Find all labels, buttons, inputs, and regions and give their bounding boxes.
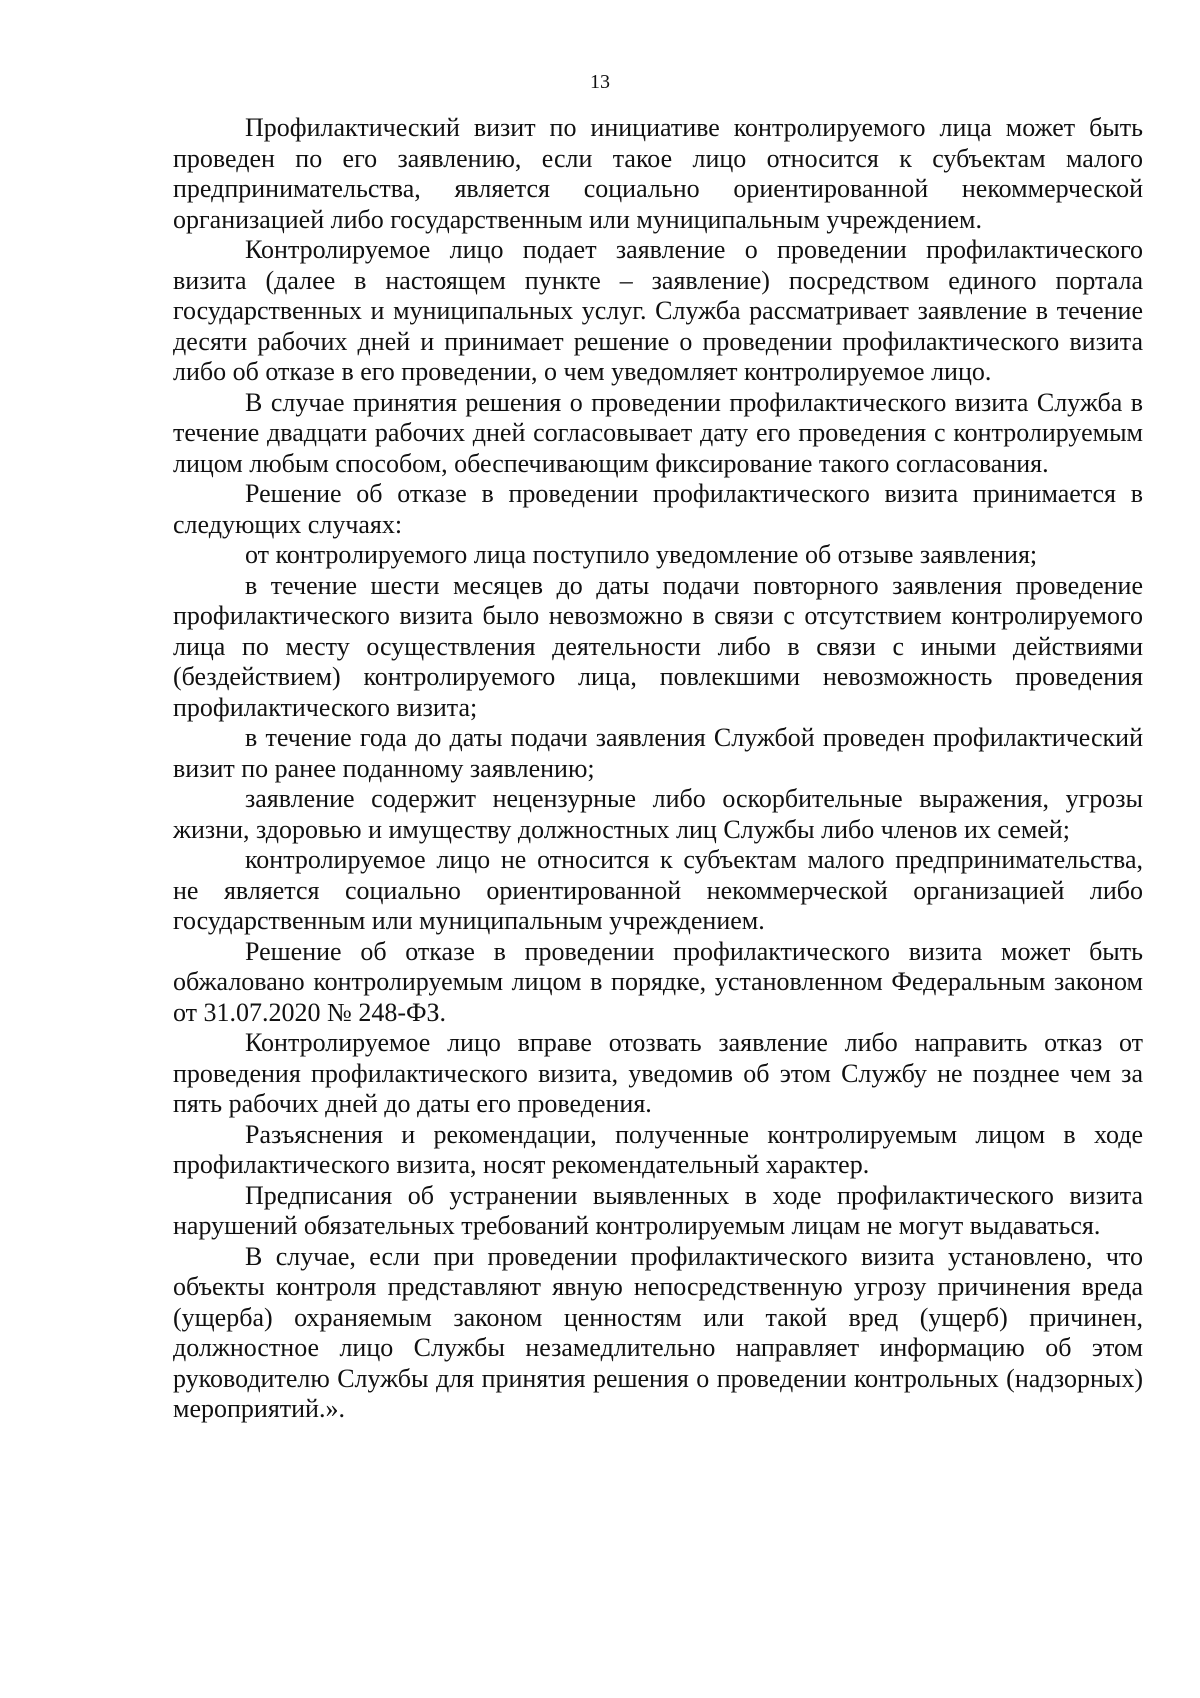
list-item: в течение года до даты подачи заявления Службой проведен профилактический визит по ранее поданному заявлению;: [173, 723, 1143, 783]
document-body: [173, 113, 1143, 1425]
paragraph: Предписания об устранении выявленных в ходе профилактического визита нарушений обязательных требований контролируемым лицам не могут выдаваться.: [173, 1180, 1143, 1240]
paragraph: В случае, если при проведении профилактического визита установлено, что объекты контроля представляют явную непосредственную угрозу причинения вреда (ущерба) охраняемым законом ценностям или такой вред (ущерб) причинен, должностное лицо Службы незамедлительно направляет информацию об этом руководителю Службы для принятия решения о проведении контрольных (надзорных) мероприятий.».: [173, 1241, 1143, 1423]
list-item: от контролируемого лица поступило уведомление об отзыве заявления;: [245, 540, 1038, 569]
paragraph: Контролируемое лицо вправе отозвать заявление либо направить отказ от проведения профилактического визита, уведомив об этом Службу не позднее чем за пять рабочих дней до даты его проведения.: [173, 1028, 1143, 1118]
paragraph: Решение об отказе в проведении профилактического визита может быть обжаловано контролируемым лицом в порядке, установленном Федеральным законом от 31.07.2020 № 248-ФЗ.: [173, 936, 1143, 1027]
page-number: 13: [590, 71, 610, 93]
list-item: в течение шести месяцев до даты подачи повторного заявления проведение профилактического визита было невозможно в связи с отсутствием контролируемого лица по месту осуществления деятельности либо в связи с иными действиями (бездействием) контролируемого лица, повлекшими невозможность проведения профилактического визита;: [173, 570, 1143, 722]
list-item: заявление содержит нецензурные либо оскорбительные выражения, угрозы жизни, здоровью и имуществу должностных лиц Службы либо членов их семей;: [173, 784, 1143, 844]
list-item: контролируемое лицо не относится к субъектам малого предпринимательства, не является социально ориентированной некоммерческой организацией либо государственным или муниципальным учреждением.: [173, 845, 1143, 935]
paragraph: В случае принятия решения о проведении профилактического визита Служба в течение двадцати рабочих дней согласовывает дату его проведения с контролируемым лицом любым способом, обеспечивающим фиксирование такого согласования.: [173, 387, 1143, 478]
paragraph: Контролируемое лицо подает заявление о проведении профилактического визита (далее в настоящем пункте – заявление) посредством единого портала государственных и муниципальных услуг. Служба рассматривает заявление в течение десяти рабочих дней и принимает решение о проведении профилактического визита либо об отказе в его проведении, о чем уведомляет контролируемое лицо.: [173, 235, 1143, 386]
paragraph: Решение об отказе в проведении профилактического визита принимается в следующих случаях:: [173, 479, 1143, 539]
paragraph: Профилактический визит по инициативе контролируемого лица может быть проведен по его заявлению, если такое лицо относится к субъектам малого предпринимательства, является социально ориентированной некоммерческой организацией либо государственным или муниципальным учреждением.: [173, 113, 1143, 234]
paragraph: Разъяснения и рекомендации, полученные контролируемым лицом в ходе профилактического визита, носят рекомендательный характер.: [173, 1119, 1143, 1179]
